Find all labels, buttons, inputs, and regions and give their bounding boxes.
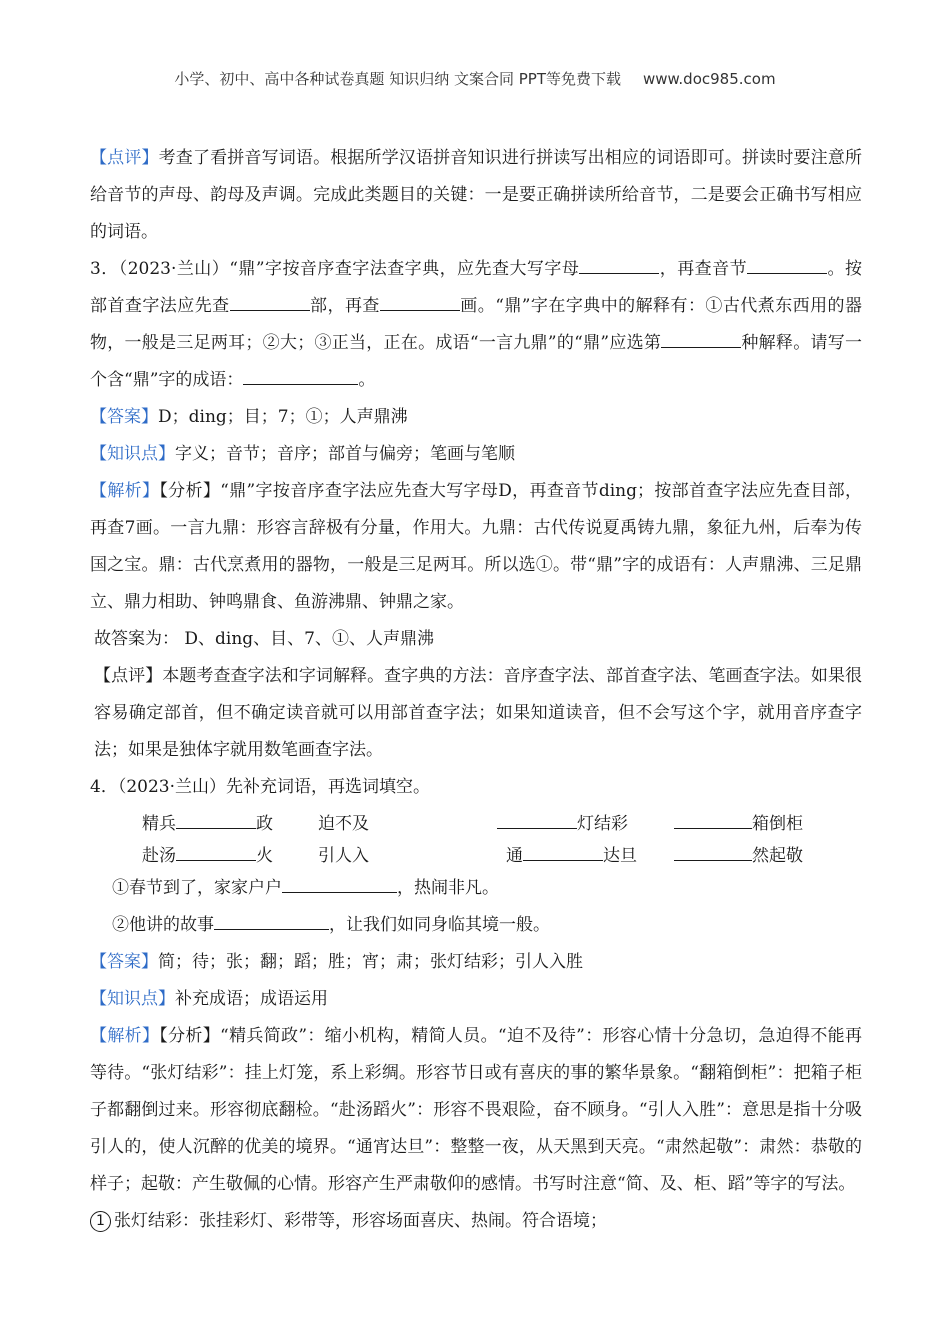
word-cell — [506, 838, 637, 875]
word-part: 政 — [256, 814, 273, 834]
word-part: 精兵 — [142, 814, 176, 834]
blank — [243, 362, 358, 385]
blank — [661, 325, 741, 348]
analysis-tag: 【解析】 — [90, 481, 160, 501]
answer-text: D；ding；目；7；①；人声鼎沸 — [158, 407, 408, 427]
top-review — [90, 140, 862, 251]
q4-knowledge — [90, 981, 862, 1018]
review-tag: 【点评】 — [94, 666, 163, 686]
review-text: 本题考查查字法和字词解释。查字典的方法：音序查字法、部首查字法、笔画查字法。如果很容易确定部首，但不确定读音就可以用部首查字法；如果知道读音，但不会写这个字，就用音序查字法；如果是独体字就用数笔画查字法。 — [94, 666, 863, 760]
blank — [230, 288, 310, 311]
q3-analysis — [90, 473, 862, 621]
sentence-part: ①春节到了，家家户户 — [112, 878, 282, 898]
q4-title: 4．（2023·兰山）先补充词语，再选词填空。 — [90, 777, 430, 797]
review-text: 考查了看拼音写词语。根据所学汉语拼音知识进行拼读写出相应的词语即可。拼读时要注意所给音节的声母、韵母及声调。完成此类题目的关键：一是要正确拼读所给音节，二是要会正确书写相应的词语。 — [90, 148, 863, 242]
page-header — [0, 68, 950, 89]
sentence-part: ，热闹非凡。 — [397, 878, 499, 898]
q4-sentence-2 — [90, 907, 862, 944]
q3-text-5: 画。“鼎”字在字典中的解释有：①古代煮东西用的器物，一般是三足两耳；②大；③正当，正在。成语“一言九鼎”的“鼎”应选第 — [90, 296, 862, 353]
q3-question — [90, 251, 862, 399]
blank — [747, 251, 827, 274]
q3-text-4: 部，再查 — [309, 296, 380, 316]
q4-explanation-1 — [90, 1203, 862, 1240]
q3-text-2: ，再查音节 — [659, 259, 748, 279]
circled-number: 1 — [90, 1211, 111, 1232]
grid-row — [90, 806, 862, 838]
q3-answer — [90, 399, 862, 436]
header-url[interactable]: www.doc985.com — [642, 70, 776, 88]
blank — [674, 806, 752, 829]
word-part: 达旦 — [603, 846, 637, 866]
word-part: 灯结彩 — [577, 814, 628, 834]
word-cell — [142, 838, 273, 875]
q3-text-3: 。按部首查字法应先查 — [90, 259, 863, 316]
word-part: 然起敬 — [752, 846, 803, 866]
word-cell: 引人入 — [318, 846, 369, 866]
blank — [497, 806, 577, 829]
blank — [579, 251, 659, 274]
knowledge-tag: 【知识点】 — [90, 989, 175, 1009]
blank — [214, 907, 329, 930]
q3-text-1: 3．（2023·兰山）“鼎”字按音序查字法查字典，应先查大写字母 — [90, 259, 580, 279]
q3-text-7: 。 — [358, 370, 376, 390]
q3-text-6: 种解释。请写一个含“鼎”字的成语： — [90, 333, 862, 390]
answer-tag: 【答案】 — [90, 952, 158, 972]
blank — [380, 288, 460, 311]
blank — [674, 838, 752, 861]
q4-word-grid — [90, 806, 862, 870]
analysis-text: 【分析】“精兵简政”：缩小机构，精简人员。“迫不及待”：形容心情十分急切，急迫得不能再等待。“张灯结彩”：挂上灯笼，系上彩绸。形容节日或有喜庆的事的繁华景象。“翻箱倒柜”：把箱子柜子都翻倒过来。形容彻底翻检。“赴汤蹈火”：形容不畏艰险，奋不顾身。“引人入胜”：意思是指十分吸引人的，使人沉醉的优美的境界。“通宵达旦”：整整一夜，从天黑到天亮。“肃然起敬”：肃然：恭敬的样子；起敬：产生敬佩的心情。形容产生严肃敬仰的感情。书写时注意“简、及、柜、蹈”等字的写法。 — [90, 1026, 862, 1194]
knowledge-text: 字义；音节；音序；部首与偏旁；笔画与笔顺 — [175, 444, 515, 464]
blank — [523, 838, 603, 861]
analysis-tag: 【解析】 — [90, 1026, 160, 1046]
word-cell: 迫不及 — [318, 814, 369, 834]
q3-knowledge — [90, 436, 862, 473]
review-tag: 【点评】 — [90, 148, 159, 168]
grid-row — [90, 838, 862, 870]
answer-text: 简；待；张；翻；蹈；胜；宵；肃；张灯结彩；引人入胜 — [158, 952, 583, 972]
blank — [176, 806, 256, 829]
word-part: 赴汤 — [142, 846, 176, 866]
q3-review — [90, 658, 862, 769]
word-part: 箱倒柜 — [752, 814, 803, 834]
word-part: 通 — [506, 846, 523, 866]
explanation-text: 张灯结彩：张挂彩灯、彩带等，形容场面喜庆、热闹。符合语境； — [114, 1211, 607, 1231]
q4-analysis — [90, 1018, 862, 1203]
answer-tag: 【答案】 — [90, 407, 158, 427]
word-part: 火 — [256, 846, 273, 866]
document-body — [90, 140, 862, 1240]
q4-answer — [90, 944, 862, 981]
q3-final-answer: 故答案为： D、ding、目、7、①、人声鼎沸 — [94, 629, 434, 649]
knowledge-text: 补充成语；成语运用 — [175, 989, 328, 1009]
word-cell — [674, 838, 803, 875]
blank — [176, 838, 256, 861]
sentence-part: ②他讲的故事 — [112, 915, 214, 935]
header-text: 小学、初中、高中各种试卷真题 知识归纳 文案合同 PPT等免费下载 — [174, 70, 621, 88]
analysis-text: 【分析】“鼎”字按音序查字法应先查大写字母D，再查音节ding；按部首查字法应先查目部，再查7画。一言九鼎：形容言辞极有分量，作用大。九鼎：古代传说夏禹铸九鼎，象征九州，后奉为传国之宝。鼎：古代烹煮用的器物，一般是三足两耳。所以选①。带“鼎”字的成语有：人声鼎沸、三足鼎立、鼎力相助、钟鸣鼎食、鱼游沸鼎、钟鼎之家。 — [90, 481, 862, 612]
knowledge-tag: 【知识点】 — [90, 444, 175, 464]
sentence-part: ，让我们如同身临其境一般。 — [329, 915, 550, 935]
q4-sentence-1 — [90, 870, 862, 907]
